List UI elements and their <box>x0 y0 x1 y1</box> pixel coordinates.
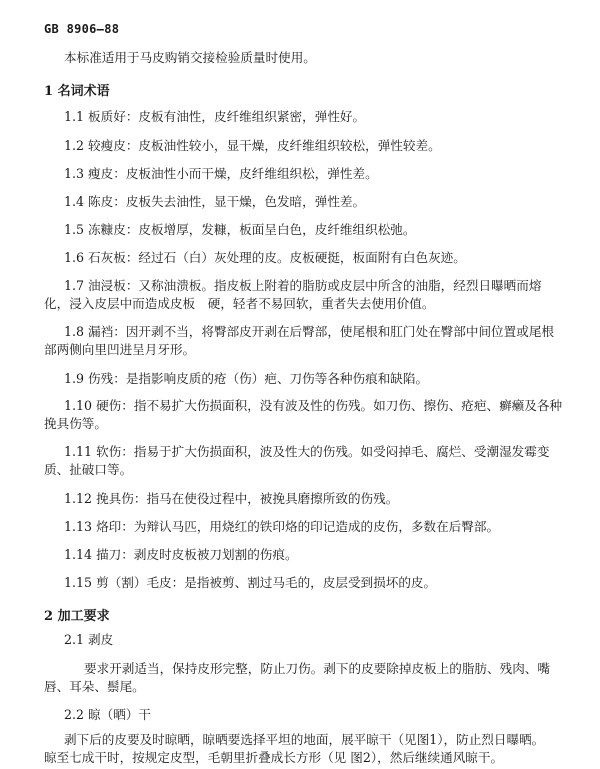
term-1-6 <box>64 248 466 268</box>
term-text: 石灰板：经过石（白）灰处理的皮。皮板硬挺，板面附有白色灰迹。 <box>88 250 466 265</box>
term-number: 1.4 <box>64 194 85 209</box>
term-1-7-continued: 化，浸入皮层中而造成皮板 硬，轻者不易回软，重者失去使用价值。 <box>44 296 435 311</box>
term-number: 1.8 <box>64 324 85 339</box>
term-1-4 <box>64 192 365 212</box>
term-text: 剪（割）毛皮：是指被剪、割过马毛的，皮层受到损坏的皮。 <box>96 575 437 590</box>
term-text: 硬伤：指不易扩大伤损面积，没有波及性的伤残。如刀伤、擦伤、疮疤、癣癞及各种 <box>96 398 563 413</box>
term-text: 软伤：指易于扩大伤损面积，波及性大的伤残。如受闷掉毛、腐烂、受潮湿发霉变 <box>96 444 550 459</box>
term-1-1 <box>64 107 365 127</box>
term-1-11-continued: 质、扯破口等。 <box>44 462 133 477</box>
term-text: 冻糠皮：皮板增厚，发糠，板面呈白色，皮纤维组织松弛。 <box>88 222 416 237</box>
term-number: 1.7 <box>64 278 85 293</box>
term-1-9 <box>64 369 428 389</box>
term-1-10-continued: 挽具伤等。 <box>44 416 107 431</box>
term-1-8-continued: 部两侧向里凹进呈月牙形。 <box>44 342 196 357</box>
term-text: 挽具伤：指马在使役过程中，被挽具磨擦所致的伤残。 <box>96 491 399 506</box>
term-number: 1.13 <box>64 519 93 534</box>
term-1-2 <box>64 136 441 156</box>
term-1-5 <box>64 220 415 240</box>
term-1-11 <box>64 442 549 462</box>
term-1-12 <box>64 489 398 509</box>
term-number: 1.14 <box>64 547 93 562</box>
term-text: 板质好：皮板有油性，皮纤维组织紧密，弹性好。 <box>88 109 366 124</box>
term-number: 1.9 <box>64 371 85 386</box>
term-number: 1.2 <box>64 138 85 153</box>
term-number: 1.12 <box>64 491 93 506</box>
term-text: 较瘦皮：皮板油性较小，显干燥，皮纤维组织较松，弹性较差。 <box>88 138 441 153</box>
term-1-7 <box>64 276 541 296</box>
term-number: 1.10 <box>64 398 93 413</box>
term-number: 1.15 <box>64 575 93 590</box>
term-1-10 <box>64 396 562 416</box>
term-1-3 <box>64 164 378 184</box>
intro-paragraph: 本标准适用于马皮购销交接检验质量时使用。 <box>64 50 316 65</box>
term-text: 伤残：是指影响皮质的疮（伤）疤、刀伤等各种伤痕和缺陷。 <box>88 371 429 386</box>
subsection-2-2-line2: 晾至七成干时，按规定皮型，毛朝里折叠成长方形（见 图2），然后继续通风晾干。 <box>44 750 504 765</box>
term-number: 1.3 <box>64 166 85 181</box>
subsection-2-2-line1: 剥下后的皮要及时晾晒，晾晒要选择平坦的地面，展平晾干（见图1），防止烈日曝晒。 <box>64 732 545 747</box>
term-1-8 <box>64 322 554 342</box>
term-text: 瘦皮：皮板油性小而干燥，皮纤维组织松，弹性差。 <box>88 166 378 181</box>
subsection-2-2-title: 2.2 晾（晒）干 <box>64 707 152 722</box>
term-number: 1.1 <box>64 109 85 124</box>
subsection-2-1-line1: 要求开剥适当，保持皮形完整，防止刀伤。剥下的皮要除掉皮板上的脂肪、残肉、嘴 <box>84 661 550 676</box>
term-number: 1.5 <box>64 222 85 237</box>
term-number: 1.11 <box>64 444 93 459</box>
term-1-13 <box>64 517 499 537</box>
term-number: 1.6 <box>64 250 85 265</box>
subsection-2-1-title: 2.1 剥皮 <box>64 632 114 647</box>
term-1-14 <box>64 545 298 565</box>
term-text: 油浸板：又称油溃板。指皮板上附着的脂肪或皮层中所含的油脂，经烈日曝晒而熔 <box>88 278 542 293</box>
term-text: 烙印：为辩认马匹，用烧红的铁印烙的印记造成的皮伤，多数在后臀部。 <box>96 519 500 534</box>
term-text: 漏裆：因开剥不当，将臀部皮开剥在后臀部，使尾根和肛门处在臀部中间位置或尾根 <box>88 324 555 339</box>
term-text: 描刀：剥皮时皮板被刀划割的伤痕。 <box>96 547 298 562</box>
section-2-title: 2 加工要求 <box>44 609 110 624</box>
term-text: 陈皮：皮板失去油性，显干燥，色发暗，弹性差。 <box>88 194 366 209</box>
term-1-15 <box>64 573 436 593</box>
subsection-2-1-line2: 唇、耳朵、鬃尾。 <box>44 679 145 694</box>
standard-code: GB 8906—88 <box>44 22 120 36</box>
section-1-title: 1 名词术语 <box>44 84 110 99</box>
